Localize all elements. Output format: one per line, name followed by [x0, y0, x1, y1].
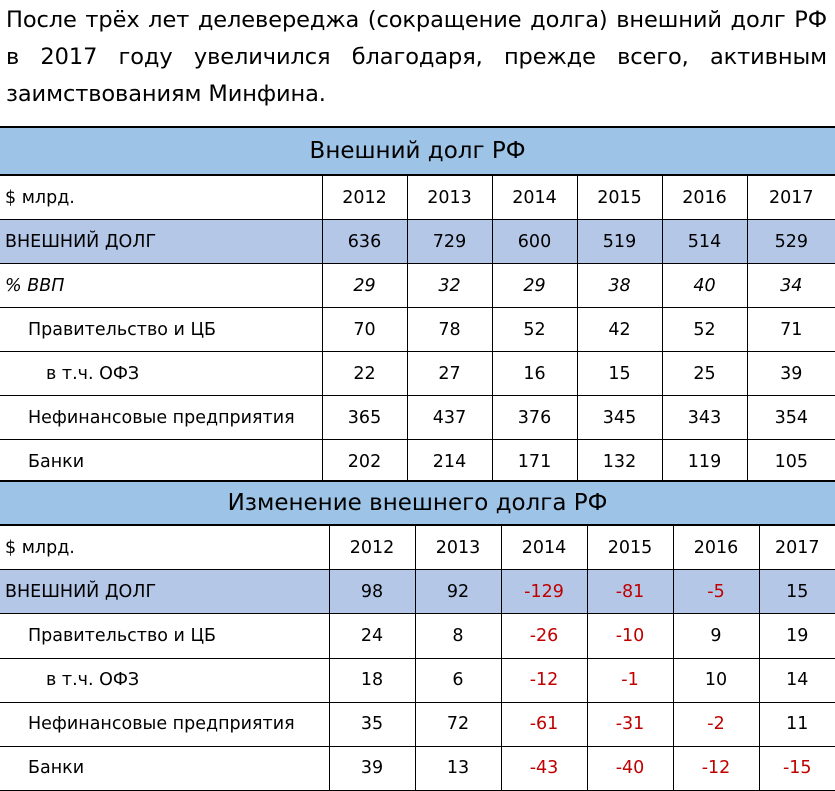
external-debt-table [0, 126, 835, 484]
table-row-ofz [0, 658, 835, 702]
table-cell: 15 [577, 352, 662, 396]
table-cell: 345 [577, 396, 662, 440]
table-cell: 32 [407, 264, 492, 308]
row-label: % ВВП [0, 264, 322, 308]
row-label: Правительство и ЦБ [0, 614, 329, 658]
table-cell: 8 [415, 614, 501, 658]
table-cell: 34 [747, 264, 835, 308]
table-cell: -81 [587, 570, 673, 614]
table-cell: 214 [407, 440, 492, 484]
table-cell: 529 [747, 220, 835, 264]
table-cell: 40 [662, 264, 747, 308]
year-header: 2017 [759, 525, 835, 570]
table-cell: 25 [662, 352, 747, 396]
table-cell: 14 [759, 658, 835, 702]
table-cell: 92 [415, 570, 501, 614]
year-header: 2013 [407, 175, 492, 220]
table-cell: -12 [501, 658, 587, 702]
table-row-government [0, 308, 835, 352]
table-cell: 52 [492, 308, 577, 352]
table-cell: 132 [577, 440, 662, 484]
row-label: Банки [0, 746, 329, 790]
header-row [0, 525, 835, 570]
table-cell: 729 [407, 220, 492, 264]
table-cell: -61 [501, 702, 587, 746]
table-cell: 71 [747, 308, 835, 352]
intro-text: После трёх лет делевереджа (сокращение долга) внешний долг РФ в 2017 году увеличился благодаря, прежде всего, активным заимствованиям Минфина. [6, 7, 827, 107]
table-row-ofz [0, 352, 835, 396]
table-row-total-debt [0, 220, 835, 264]
year-header: 2016 [673, 525, 759, 570]
table-row-total-debt [0, 570, 835, 614]
table-cell: 343 [662, 396, 747, 440]
table-cell: 29 [492, 264, 577, 308]
table-title-row [0, 127, 835, 175]
table-cell: -1 [587, 658, 673, 702]
table-cell: -31 [587, 702, 673, 746]
row-label: Нефинансовые предприятия [0, 702, 329, 746]
table-row-banks [0, 746, 835, 790]
table-cell: 9 [673, 614, 759, 658]
table-row-nonfinancial [0, 396, 835, 440]
table-cell: 19 [759, 614, 835, 658]
table-cell: 39 [747, 352, 835, 396]
table-cell: 42 [577, 308, 662, 352]
table-cell: 376 [492, 396, 577, 440]
table-cell: -129 [501, 570, 587, 614]
table-cell: 636 [322, 220, 407, 264]
table-cell: 119 [662, 440, 747, 484]
unit-label: $ млрд. [0, 175, 322, 220]
table-cell: 38 [577, 264, 662, 308]
year-header: 2016 [662, 175, 747, 220]
table-cell: -43 [501, 746, 587, 790]
unit-label: $ млрд. [0, 525, 329, 570]
table-row-government [0, 614, 835, 658]
table-cell: 365 [322, 396, 407, 440]
table-cell: -12 [673, 746, 759, 790]
table-cell: 10 [673, 658, 759, 702]
table-cell: 52 [662, 308, 747, 352]
table-cell: 70 [322, 308, 407, 352]
table-cell: -2 [673, 702, 759, 746]
table-row-pct-gdp [0, 264, 835, 308]
year-header: 2017 [747, 175, 835, 220]
table-cell: 514 [662, 220, 747, 264]
row-label: ВНЕШНИЙ ДОЛГ [0, 220, 322, 264]
table-row-banks [0, 440, 835, 484]
table-cell: 35 [329, 702, 415, 746]
table-cell: -40 [587, 746, 673, 790]
year-header: 2014 [501, 525, 587, 570]
table-cell: 39 [329, 746, 415, 790]
table-cell: 13 [415, 746, 501, 790]
header-row [0, 175, 835, 220]
table-cell: 78 [407, 308, 492, 352]
table-title: Изменение внешнего долга РФ [0, 481, 835, 525]
year-header: 2012 [329, 525, 415, 570]
external-debt-change-table [0, 480, 835, 791]
table-cell: -26 [501, 614, 587, 658]
table-row-nonfinancial [0, 702, 835, 746]
table-cell: 22 [322, 352, 407, 396]
table-cell: 24 [329, 614, 415, 658]
row-label: Банки [0, 440, 322, 484]
table-cell: -15 [759, 746, 835, 790]
table-cell: -10 [587, 614, 673, 658]
table-cell: 105 [747, 440, 835, 484]
row-label: Нефинансовые предприятия [0, 396, 322, 440]
table-cell: 98 [329, 570, 415, 614]
year-header: 2014 [492, 175, 577, 220]
table-title-row [0, 481, 835, 525]
row-label: в т.ч. ОФЗ [0, 658, 329, 702]
table-cell: 600 [492, 220, 577, 264]
row-label: ВНЕШНИЙ ДОЛГ [0, 570, 329, 614]
year-header: 2013 [415, 525, 501, 570]
table-cell: 6 [415, 658, 501, 702]
table-cell: 202 [322, 440, 407, 484]
table-cell: -5 [673, 570, 759, 614]
table-cell: 171 [492, 440, 577, 484]
year-header: 2012 [322, 175, 407, 220]
year-header: 2015 [577, 175, 662, 220]
table-cell: 15 [759, 570, 835, 614]
table-title: Внешний долг РФ [0, 127, 835, 175]
year-header: 2015 [587, 525, 673, 570]
table-cell: 18 [329, 658, 415, 702]
table-cell: 519 [577, 220, 662, 264]
table-cell: 29 [322, 264, 407, 308]
table-cell: 354 [747, 396, 835, 440]
row-label: в т.ч. ОФЗ [0, 352, 322, 396]
table-cell: 11 [759, 702, 835, 746]
table-cell: 16 [492, 352, 577, 396]
row-label: Правительство и ЦБ [0, 308, 322, 352]
table-cell: 437 [407, 396, 492, 440]
table-cell: 27 [407, 352, 492, 396]
table-cell: 72 [415, 702, 501, 746]
